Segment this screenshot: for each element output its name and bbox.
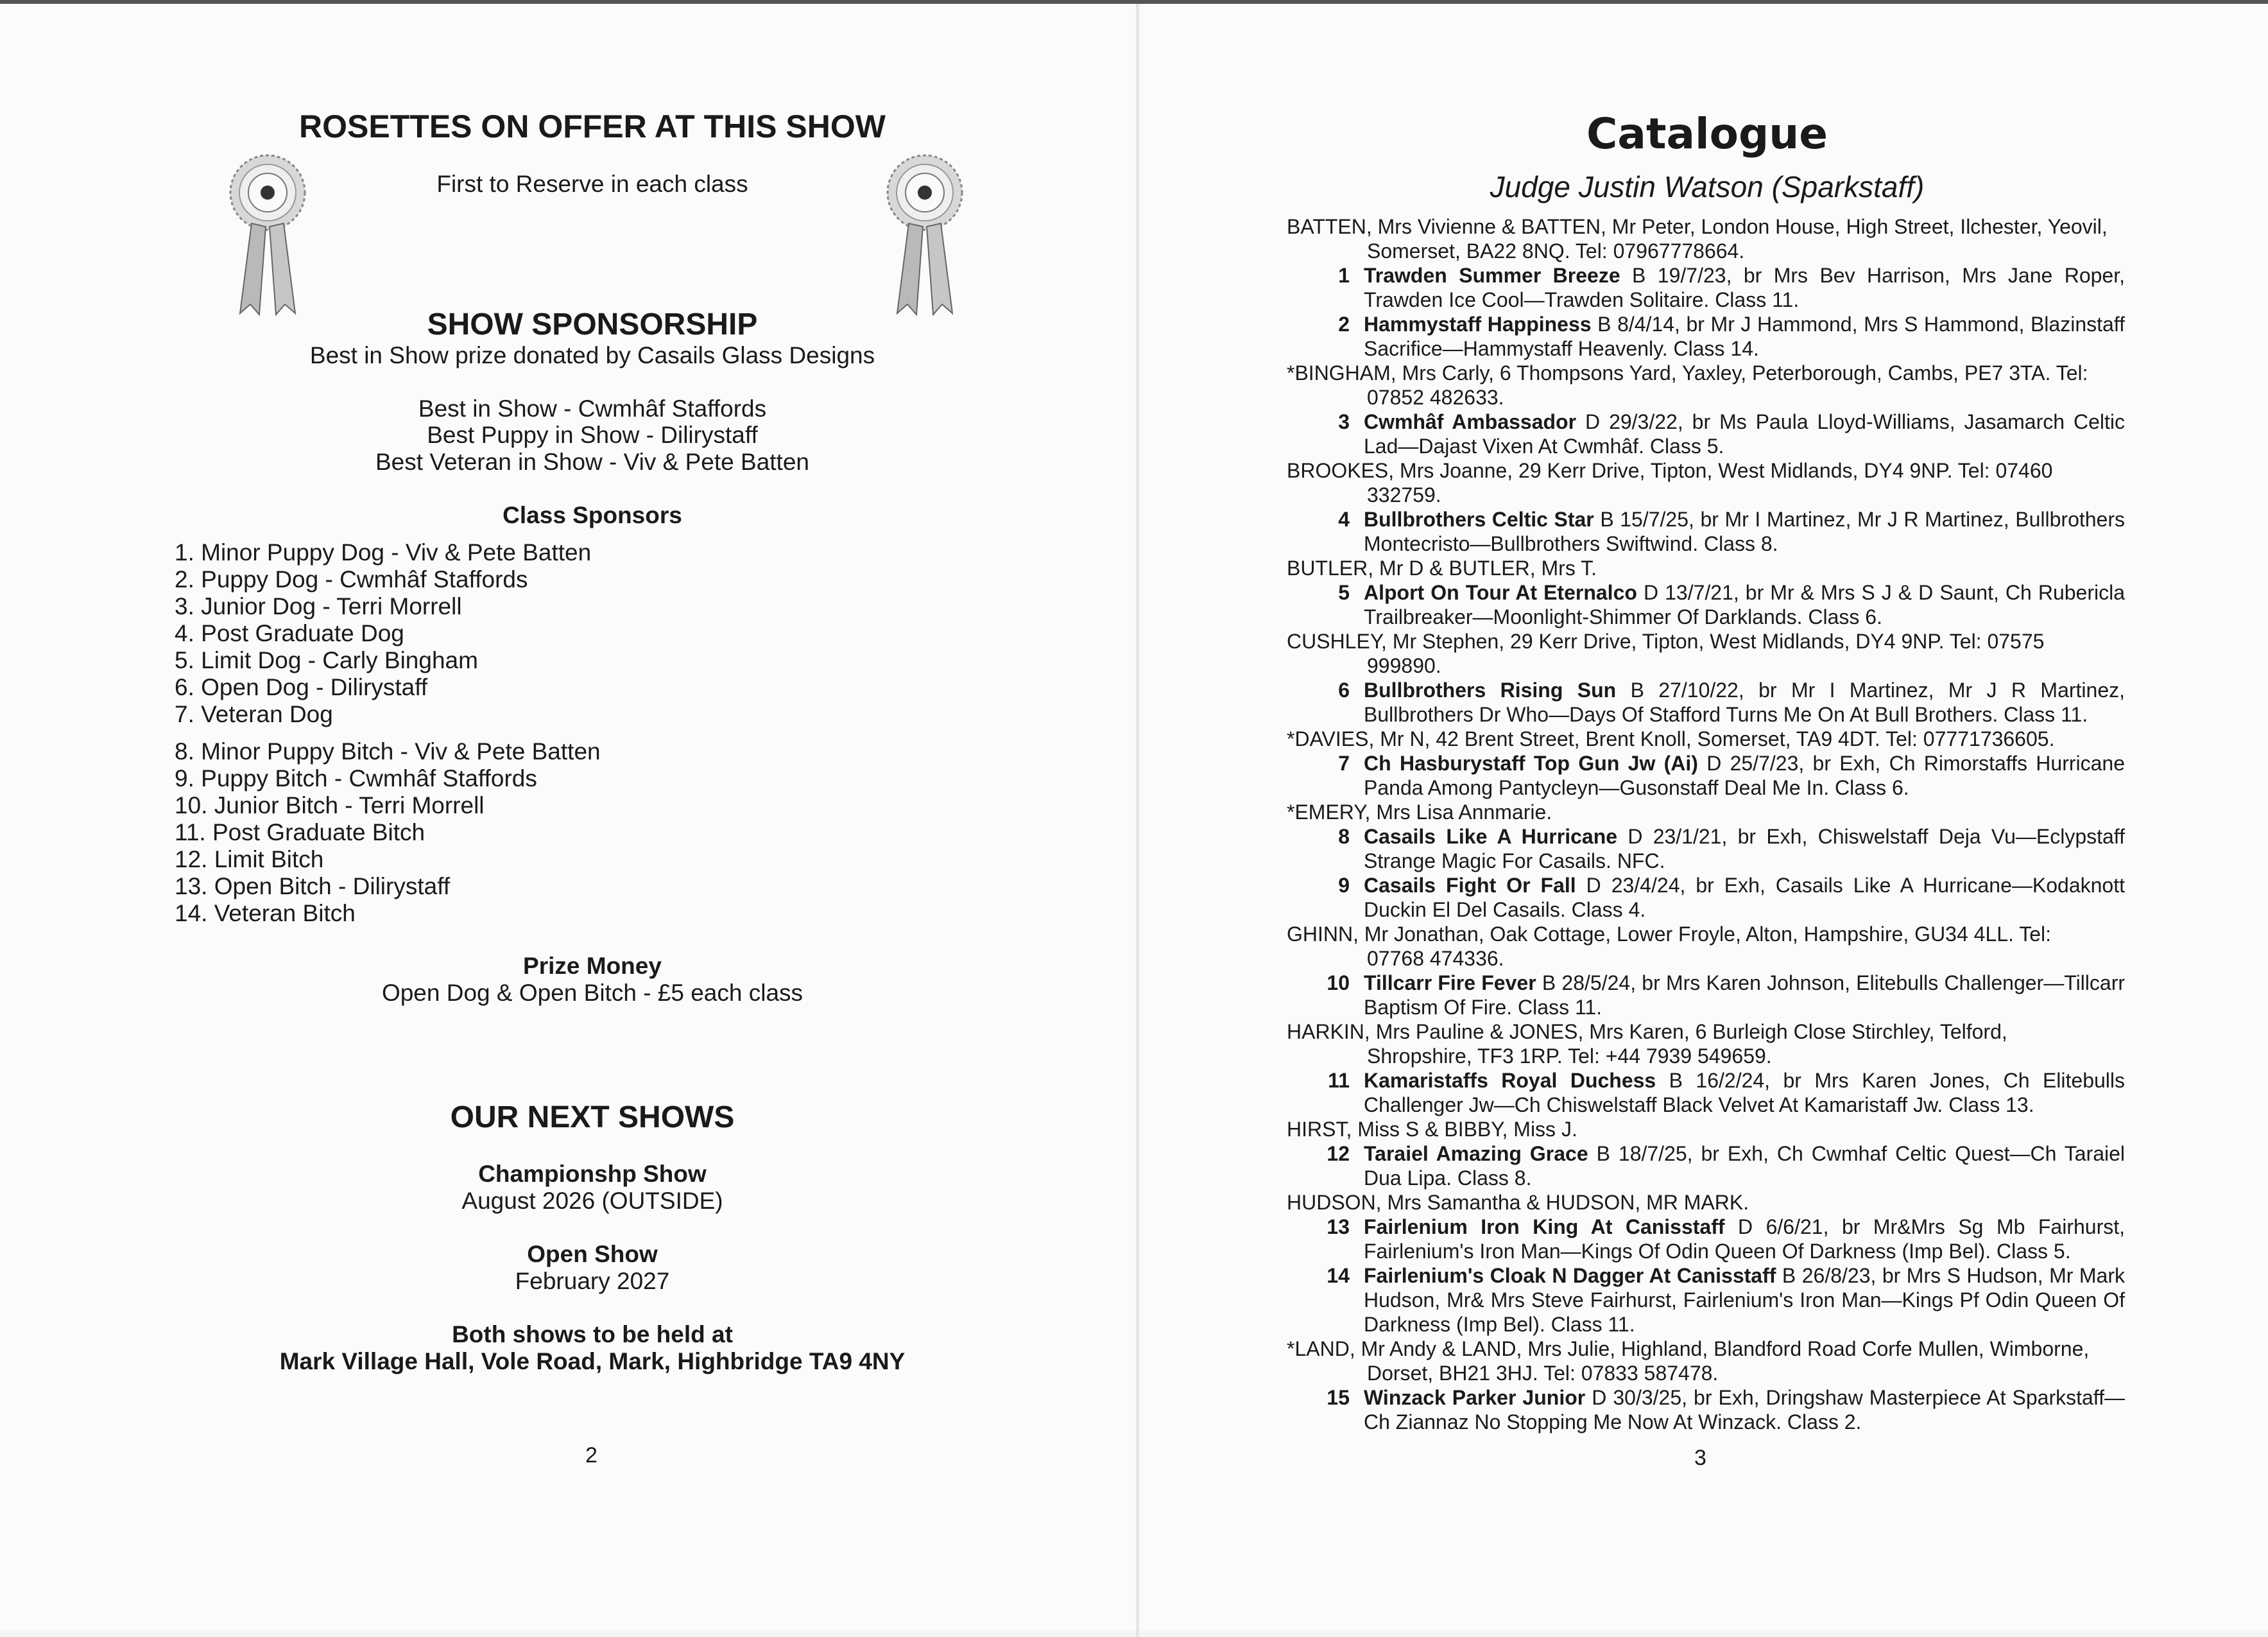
catalogue-list	[1287, 214, 2125, 1434]
exhibitor-text-cont: 332759.	[1367, 483, 1441, 507]
prize-money-heading: Prize Money	[523, 953, 662, 979]
judge-name: Judge Justin Watson (Sparkstaff)	[1490, 170, 1925, 204]
list-item: 1. Minor Puppy Dog - Viv & Pete Batten	[175, 539, 592, 566]
sponsorship-line: Best in Show prize donated by Casails Glass Designs	[309, 342, 875, 368]
dog-entry	[1287, 873, 2125, 922]
entry-number: 4	[1338, 508, 1350, 531]
dog-details: B 19/7/23, br Mrs Bev Harrison, Mrs Jane Roper, Trawden Ice Cool—Trawden Solitaire. Class 11.	[1364, 264, 2126, 311]
exhibitor-entry	[1287, 922, 2125, 971]
dog-name: Taraiel Amazing Grace	[1364, 1142, 1588, 1165]
exhibitor-text: HUDSON, Mrs Samantha & HUDSON, MR MARK.	[1287, 1191, 1749, 1214]
dog-name: Casails Like A Hurricane	[1364, 825, 1618, 848]
dog-details: D 23/4/24, br Exh, Casails Like A Hurricane—Kodaknott Duckin El Del Casails. Class 4.	[1364, 874, 2126, 921]
best-veteran: Best Veteran in Show - Viv & Pete Batten	[375, 449, 809, 475]
dog-name: Ch Hasburystaff Top Gun Jw (Ai)	[1364, 752, 1698, 775]
best-in-show: Best in Show - Cwmhâf Staffords	[418, 395, 767, 422]
dog-entry	[1287, 410, 2125, 458]
venue-line2: Mark Village Hall, Vole Road, Mark, Highbridge TA9 4NY	[279, 1348, 906, 1374]
dog-entry	[1287, 312, 2125, 361]
rosette-icon	[883, 153, 966, 326]
next-shows-heading: OUR NEXT SHOWS	[450, 1100, 735, 1134]
exhibitor-text: HARKIN, Mrs Pauline & JONES, Mrs Karen, 6 Burleigh Close Stirchley, Telford,	[1287, 1020, 2007, 1043]
entry-number: 12	[1327, 1142, 1350, 1165]
list-item: 11. Post Graduate Bitch	[175, 819, 425, 845]
dog-details: D 23/1/21, br Exh, Chiswelstaff Deja Vu—Eclypstaff Strange Magic For Casails. NFC.	[1364, 825, 2126, 872]
sponsorship-heading: SHOW SPONSORSHIP	[427, 307, 758, 342]
exhibitor-text-cont: Shropshire, TF3 1RP. Tel: +44 7939 549659.	[1367, 1044, 1772, 1068]
dog-entry	[1287, 1385, 2125, 1434]
exhibitor-text-cont: Somerset, BA22 8NQ. Tel: 07967778664.	[1367, 239, 1745, 263]
show2-title: Open Show	[527, 1241, 658, 1267]
exhibitor-entry	[1287, 556, 2125, 580]
dog-name: Hammystaff Happiness	[1364, 313, 1592, 336]
list-item: 6. Open Dog - Dilirystaff	[175, 674, 428, 700]
dog-name: Kamaristaffs Royal Duchess	[1364, 1069, 1656, 1092]
dog-name: Cwmhâf Ambassador	[1364, 410, 1577, 433]
dog-details: B 8/4/14, br Mr J Hammond, Mrs S Hammond, Blazinstaff Sacrifice—Hammystaff Heavenly. Class 14.	[1364, 313, 2126, 360]
page-number-left: 2	[585, 1443, 597, 1468]
list-item: 13. Open Bitch - Dilirystaff	[175, 873, 451, 899]
prize-money-text: Open Dog & Open Bitch - £5 each class	[381, 980, 803, 1006]
dog-entry	[1287, 507, 2125, 556]
exhibitor-entry	[1287, 1019, 2125, 1068]
entry-number: 14	[1327, 1264, 1350, 1287]
exhibitor-entry	[1287, 1337, 2125, 1385]
list-item: 10. Junior Bitch - Terri Morrell	[175, 792, 485, 818]
list-item: 9. Puppy Bitch - Cwmhâf Staffords	[175, 765, 537, 792]
rosettes-text: First to Reserve in each class	[436, 171, 748, 197]
exhibitor-text: HIRST, Miss S & BIBBY, Miss J.	[1287, 1118, 1577, 1141]
exhibitor-text-cont: 07768 474336.	[1367, 947, 1504, 970]
page-number-right: 3	[1694, 1446, 1706, 1470]
exhibitor-text: CUSHLEY, Mr Stephen, 29 Kerr Drive, Tipton, West Midlands, DY4 9NP. Tel: 07575	[1287, 630, 2045, 653]
dog-entry	[1287, 1068, 2125, 1117]
exhibitor-text-cont: Dorset, BH21 3HJ. Tel: 07833 587478.	[1367, 1362, 1719, 1385]
exhibitor-text-cont: 999890.	[1367, 654, 1441, 677]
exhibitor-text: *LAND, Mr Andy & LAND, Mrs Julie, Highland, Blandford Road Corfe Mullen, Wimborne,	[1287, 1337, 2090, 1360]
exhibitor-entry	[1287, 214, 2125, 263]
list-item: 12. Limit Bitch	[175, 846, 324, 872]
venue-line1: Both shows to be held at	[452, 1321, 733, 1347]
catalogue-title: Catalogue	[1586, 109, 1828, 159]
dog-name: Tillcarr Fire Fever	[1364, 971, 1536, 994]
dog-entry	[1287, 1141, 2125, 1190]
dog-entry	[1287, 824, 2125, 873]
dog-entry	[1287, 751, 2125, 800]
entry-number: 5	[1338, 581, 1350, 604]
dog-details: D 25/7/23, br Exh, Ch Rimorstaffs Hurricane Panda Among Pantycleyn—Gusonstaff Deal Me In. Class 6.	[1364, 752, 2126, 799]
dog-details: B 15/7/25, br Mr I Martinez, Mr J R Martinez, Bullbrothers Montecristo—Bullbrothers Swiftwind. Class 8.	[1364, 508, 2126, 555]
entry-number: 10	[1327, 971, 1350, 994]
dog-details: D 13/7/21, br Mr & Mrs S J & D Saunt, Ch Rubericla Trailbreaker—Moonlight-Shimmer Of Darklands. Class 6.	[1364, 581, 2126, 628]
list-item: 8. Minor Puppy Bitch - Viv & Pete Batten	[175, 738, 601, 765]
show1-title: Championshp Show	[478, 1161, 707, 1187]
dog-name: Bullbrothers Celtic Star	[1364, 508, 1594, 531]
dog-name: Fairlenium's Cloak N Dagger At Canisstaff	[1364, 1264, 1776, 1287]
entry-number: 8	[1338, 825, 1350, 848]
exhibitor-entry	[1287, 1117, 2125, 1141]
list-item: 3. Junior Dog - Terri Morrell	[175, 593, 462, 619]
exhibitor-entry	[1287, 727, 2125, 751]
dog-entry	[1287, 580, 2125, 629]
list-item: 4. Post Graduate Dog	[175, 620, 404, 646]
dog-details: B 18/7/25, br Exh, Ch Cwmhaf Celtic Quest—Ch Taraiel Dua Lipa. Class 8.	[1364, 1142, 2126, 1190]
entry-number: 3	[1338, 410, 1350, 433]
entry-number: 13	[1327, 1215, 1350, 1238]
list-item: 5. Limit Dog - Carly Bingham	[175, 647, 478, 673]
exhibitor-text: *DAVIES, Mr N, 42 Brent Street, Brent Knoll, Somerset, TA9 4DT. Tel: 07771736605.	[1287, 727, 2055, 750]
dog-details: B 26/8/23, br Mrs S Hudson, Mr Mark Hudson, Mr& Mrs Steve Fairhurst, Fairlenium's Iron Man—Kings Pf Odin Queen Of Darkness (Imp Bel). Class 11.	[1364, 1264, 2126, 1336]
dog-name: Casails Fight Or Fall	[1364, 874, 1576, 897]
dog-details: D 6/6/21, br Mr&Mrs Sg Mb Fairhurst, Fairlenium's Iron Man—Kings Of Odin Queen Of Darkness (Imp Bel). Class 5.	[1364, 1215, 2126, 1263]
dog-entry	[1287, 1215, 2125, 1263]
exhibitor-entry	[1287, 800, 2125, 824]
entry-number: 15	[1327, 1386, 1350, 1409]
entry-number: 6	[1338, 679, 1350, 702]
class-sponsors-heading: Class Sponsors	[503, 502, 682, 528]
show1-date: August 2026 (OUTSIDE)	[461, 1188, 723, 1214]
dog-entry	[1287, 1263, 2125, 1337]
entry-number: 2	[1338, 313, 1350, 336]
exhibitor-entry	[1287, 361, 2125, 410]
dog-details: B 16/2/24, br Mrs Karen Jones, Ch Elitebulls Challenger Jw—Ch Chiswelstaff Black Velvet At Kamaristaff Jw. Class 13.	[1364, 1069, 2126, 1116]
dog-details: D 30/3/25, br Exh, Dringshaw Masterpiece At Sparkstaff—Ch Ziannaz No Stopping Me Now At Winzack. Class 2.	[1364, 1386, 2125, 1433]
entry-number: 11	[1328, 1069, 1350, 1092]
dog-entry	[1287, 678, 2125, 727]
list-item: 7. Veteran Dog	[175, 701, 333, 727]
show2-date: February 2027	[515, 1268, 670, 1294]
entry-number: 1	[1338, 264, 1350, 287]
dog-details: D 29/3/22, br Ms Paula Lloyd-Williams, Jasamarch Celtic Lad—Dajast Vixen At Cwmhâf. Class 5.	[1364, 410, 2126, 458]
exhibitor-text: BUTLER, Mr D & BUTLER, Mrs T.	[1287, 557, 1597, 580]
dog-details: B 28/5/24, br Mrs Karen Johnson, Elitebulls Challenger—Tillcarr Baptism Of Fire. Class 11.	[1364, 971, 2126, 1019]
best-puppy: Best Puppy in Show - Dilirystaff	[427, 422, 758, 448]
rosettes-heading: ROSETTES ON OFFER AT THIS SHOW	[299, 108, 886, 144]
exhibitor-text: *BINGHAM, Mrs Carly, 6 Thompsons Yard, Yaxley, Peterborough, Cambs, PE7 3TA. Tel:	[1287, 361, 2088, 385]
exhibitor-entry	[1287, 629, 2125, 678]
exhibitor-text: BROOKES, Mrs Joanne, 29 Kerr Drive, Tipton, West Midlands, DY4 9NP. Tel: 07460	[1287, 459, 2053, 482]
class-sponsors-list	[175, 539, 601, 927]
exhibitor-entry	[1287, 1190, 2125, 1215]
exhibitor-entry	[1287, 458, 2125, 507]
exhibitor-text-cont: 07852 482633.	[1367, 386, 1504, 409]
list-item: 2. Puppy Dog - Cwmhâf Staffords	[175, 566, 528, 593]
dog-name: Bullbrothers Rising Sun	[1364, 679, 1617, 702]
dog-name: Fairlenium Iron King At Canisstaff	[1364, 1215, 1725, 1238]
dog-name: Winzack Parker Junior	[1364, 1386, 1586, 1409]
dog-entry	[1287, 971, 2125, 1019]
exhibitor-text: GHINN, Mr Jonathan, Oak Cottage, Lower Froyle, Alton, Hampshire, GU34 4LL. Tel:	[1287, 922, 2052, 946]
dog-details: B 27/10/22, br Mr I Martinez, Mr J R Martinez, Bullbrothers Dr Who—Days Of Stafford Turns Me On At Bull Brothers. Class 11.	[1364, 679, 2126, 726]
exhibitor-text: BATTEN, Mrs Vivienne & BATTEN, Mr Peter, London House, High Street, Ilchester, Yeovil,	[1287, 215, 2108, 238]
dog-entry	[1287, 263, 2125, 312]
exhibitor-text: *EMERY, Mrs Lisa Annmarie.	[1287, 801, 1552, 824]
list-item: 14. Veteran Bitch	[175, 900, 356, 926]
entry-number: 7	[1338, 752, 1350, 775]
entry-number: 9	[1338, 874, 1350, 897]
dog-name: Alport On Tour At Eternalco	[1364, 581, 1637, 604]
dog-name: Trawden Summer Breeze	[1364, 264, 1620, 287]
